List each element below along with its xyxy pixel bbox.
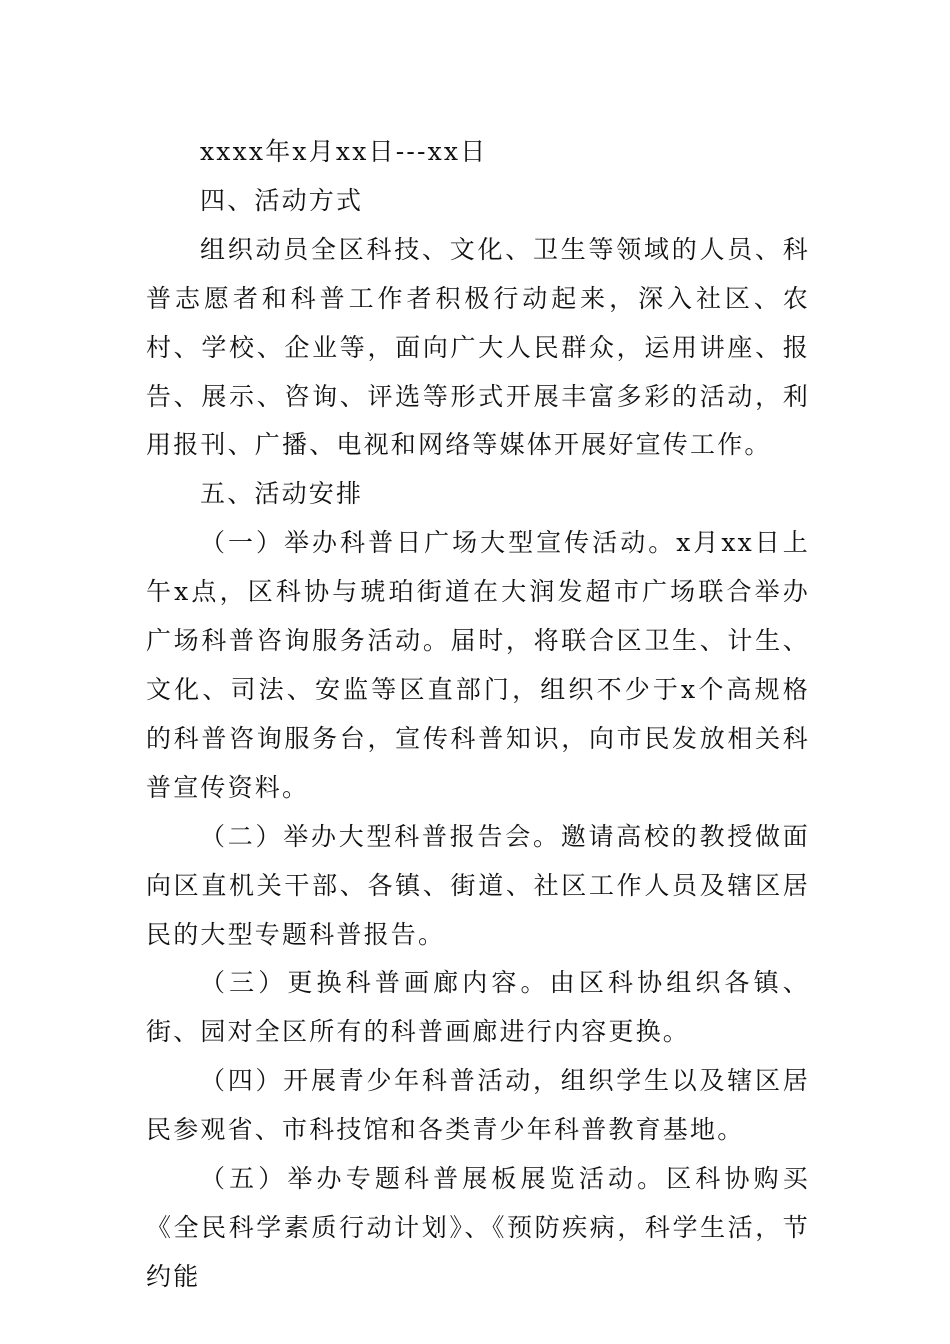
section-heading-activity-method: 四、活动方式	[200, 185, 364, 215]
paragraph-activity-method: 组织动员全区科技、文化、卫生等领域的人员、科普志愿者和科普工作者积极行动起来，深入社区、农村、学校、企业等，面向广大人民群众，运用讲座、报告、展示、咨询、评选等形式开展丰富多彩的活动，利用报刊、广播、电视和网络等媒体开展好宣传工作。	[146, 234, 810, 460]
paragraph-item-3: （三）更换科普画廊内容。由区科协组织各镇、街、园对全区所有的科普画廊进行内容更换。	[146, 968, 810, 1047]
paragraph-item-4: （四）开展青少年科普活动，组织学生以及辖区居民参观省、市科技馆和各类青少年科普教育基地。	[146, 1066, 810, 1145]
paragraph-item-5: （五）举办专题科普展板展览活动。区科协购买《全民科学素质行动计划》、《预防疾病，科学生活，节约能	[146, 1164, 810, 1291]
section-heading-activity-arrangement: 五、活动安排	[200, 479, 364, 509]
document-body	[146, 128, 810, 1302]
paragraph-item-1: （一）举办科普日广场大型宣传活动。x月xx日上午x点，区科协与琥珀街道在大润发超市广场联合举办广场科普咨询服务活动。届时，将联合区卫生、计生、文化、司法、安监等区直部门，组织不少于x个高规格的科普咨询服务台，宣传科普知识，向市民发放相关科普宣传资料。	[146, 528, 810, 802]
date-line: xxxx年x月xx日---xx日	[200, 137, 488, 166]
paragraph-item-2: （二）举办大型科普报告会。邀请高校的教授做面向区直机关干部、各镇、街道、社区工作人员及辖区居民的大型专题科普报告。	[146, 821, 810, 949]
